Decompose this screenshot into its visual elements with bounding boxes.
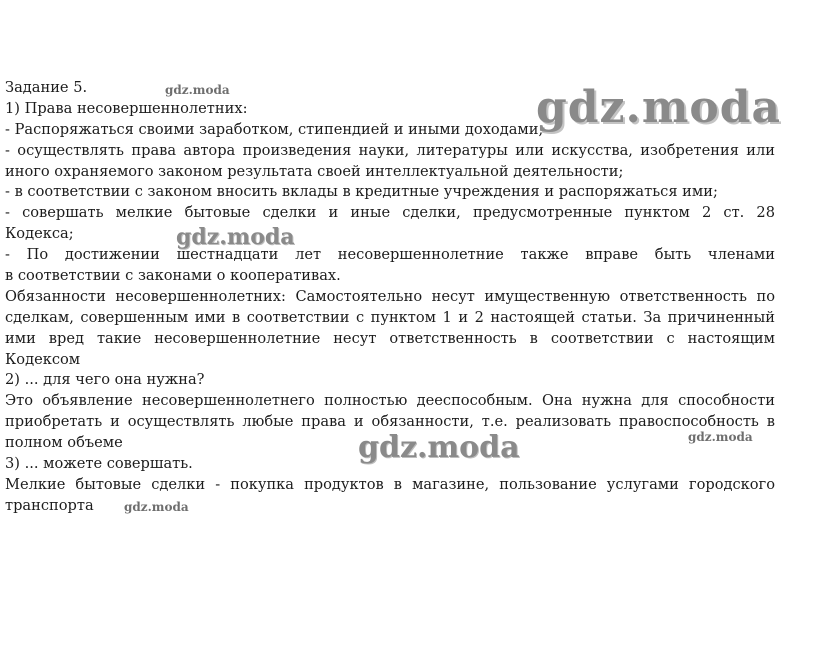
watermark-logo: gdz.moda xyxy=(165,83,230,97)
text-line: полном объеме xyxy=(5,434,123,452)
watermark-logo: gdz.moda xyxy=(688,430,753,444)
text-line: - По достижении шестнадцати лет несовершеннолетние также вправе быть членами xyxy=(5,246,775,264)
text-line: Кодекса; xyxy=(5,225,74,243)
section-heading-purpose: 2) ... для чего она нужна? xyxy=(5,371,205,389)
text-line: - совершать мелкие бытовые сделки и иные сделки, предусмотренные пунктом 2 ст. 28 xyxy=(5,204,775,222)
text-line: Это объявление несовершеннолетнего полностью дееспособным. Она нужна для способности xyxy=(5,392,775,410)
task-title: Задание 5. xyxy=(5,79,88,96)
text-line: Обязанности несовершеннолетних: Самостоятельно несут имущественную ответственность по xyxy=(5,287,775,305)
text-line: в соответствии с законами о кооперативах. xyxy=(5,267,341,285)
watermark-logo: gdz.moda xyxy=(536,82,782,133)
text-line: Мелкие бытовые сделки - покупка продуктов в магазине, пользование услугами городского xyxy=(5,475,775,493)
watermark-logo: gdz.moda xyxy=(176,224,295,250)
text-line: Кодексом xyxy=(5,350,81,368)
section-heading-rights: 1) Права несовершеннолетних: xyxy=(5,99,248,117)
text-line: иного охраняемого законом результата своей интеллектуальной деятельности; xyxy=(5,162,624,180)
text-line: приобретать и осуществлять любые права и обязанности, т.е. реализовать правоспособность в xyxy=(5,413,775,431)
watermark-logo: gdz.moda xyxy=(358,430,520,465)
text-line: транспорта xyxy=(5,496,94,514)
text-line: - Распоряжаться своими заработком, стипендией и иными доходами; xyxy=(5,120,544,138)
text-line: ими вред такие несовершеннолетние несут ответственность в соответствии с настоящим xyxy=(5,329,775,347)
text-line: - осуществлять права автора произведения науки, литературы или искусства, изобретения или xyxy=(5,141,775,159)
text-line: - в соответствии с законом вносить вклады в кредитные учреждения и распоряжаться ими; xyxy=(5,183,718,201)
section-heading-transactions: 3) ... можете совершать. xyxy=(5,455,193,473)
text-line: сделкам, совершенным ими в соответствии с пунктом 1 и 2 настоящей статьи. За причиненный xyxy=(5,308,775,326)
watermark-logo: gdz.moda xyxy=(124,500,189,514)
